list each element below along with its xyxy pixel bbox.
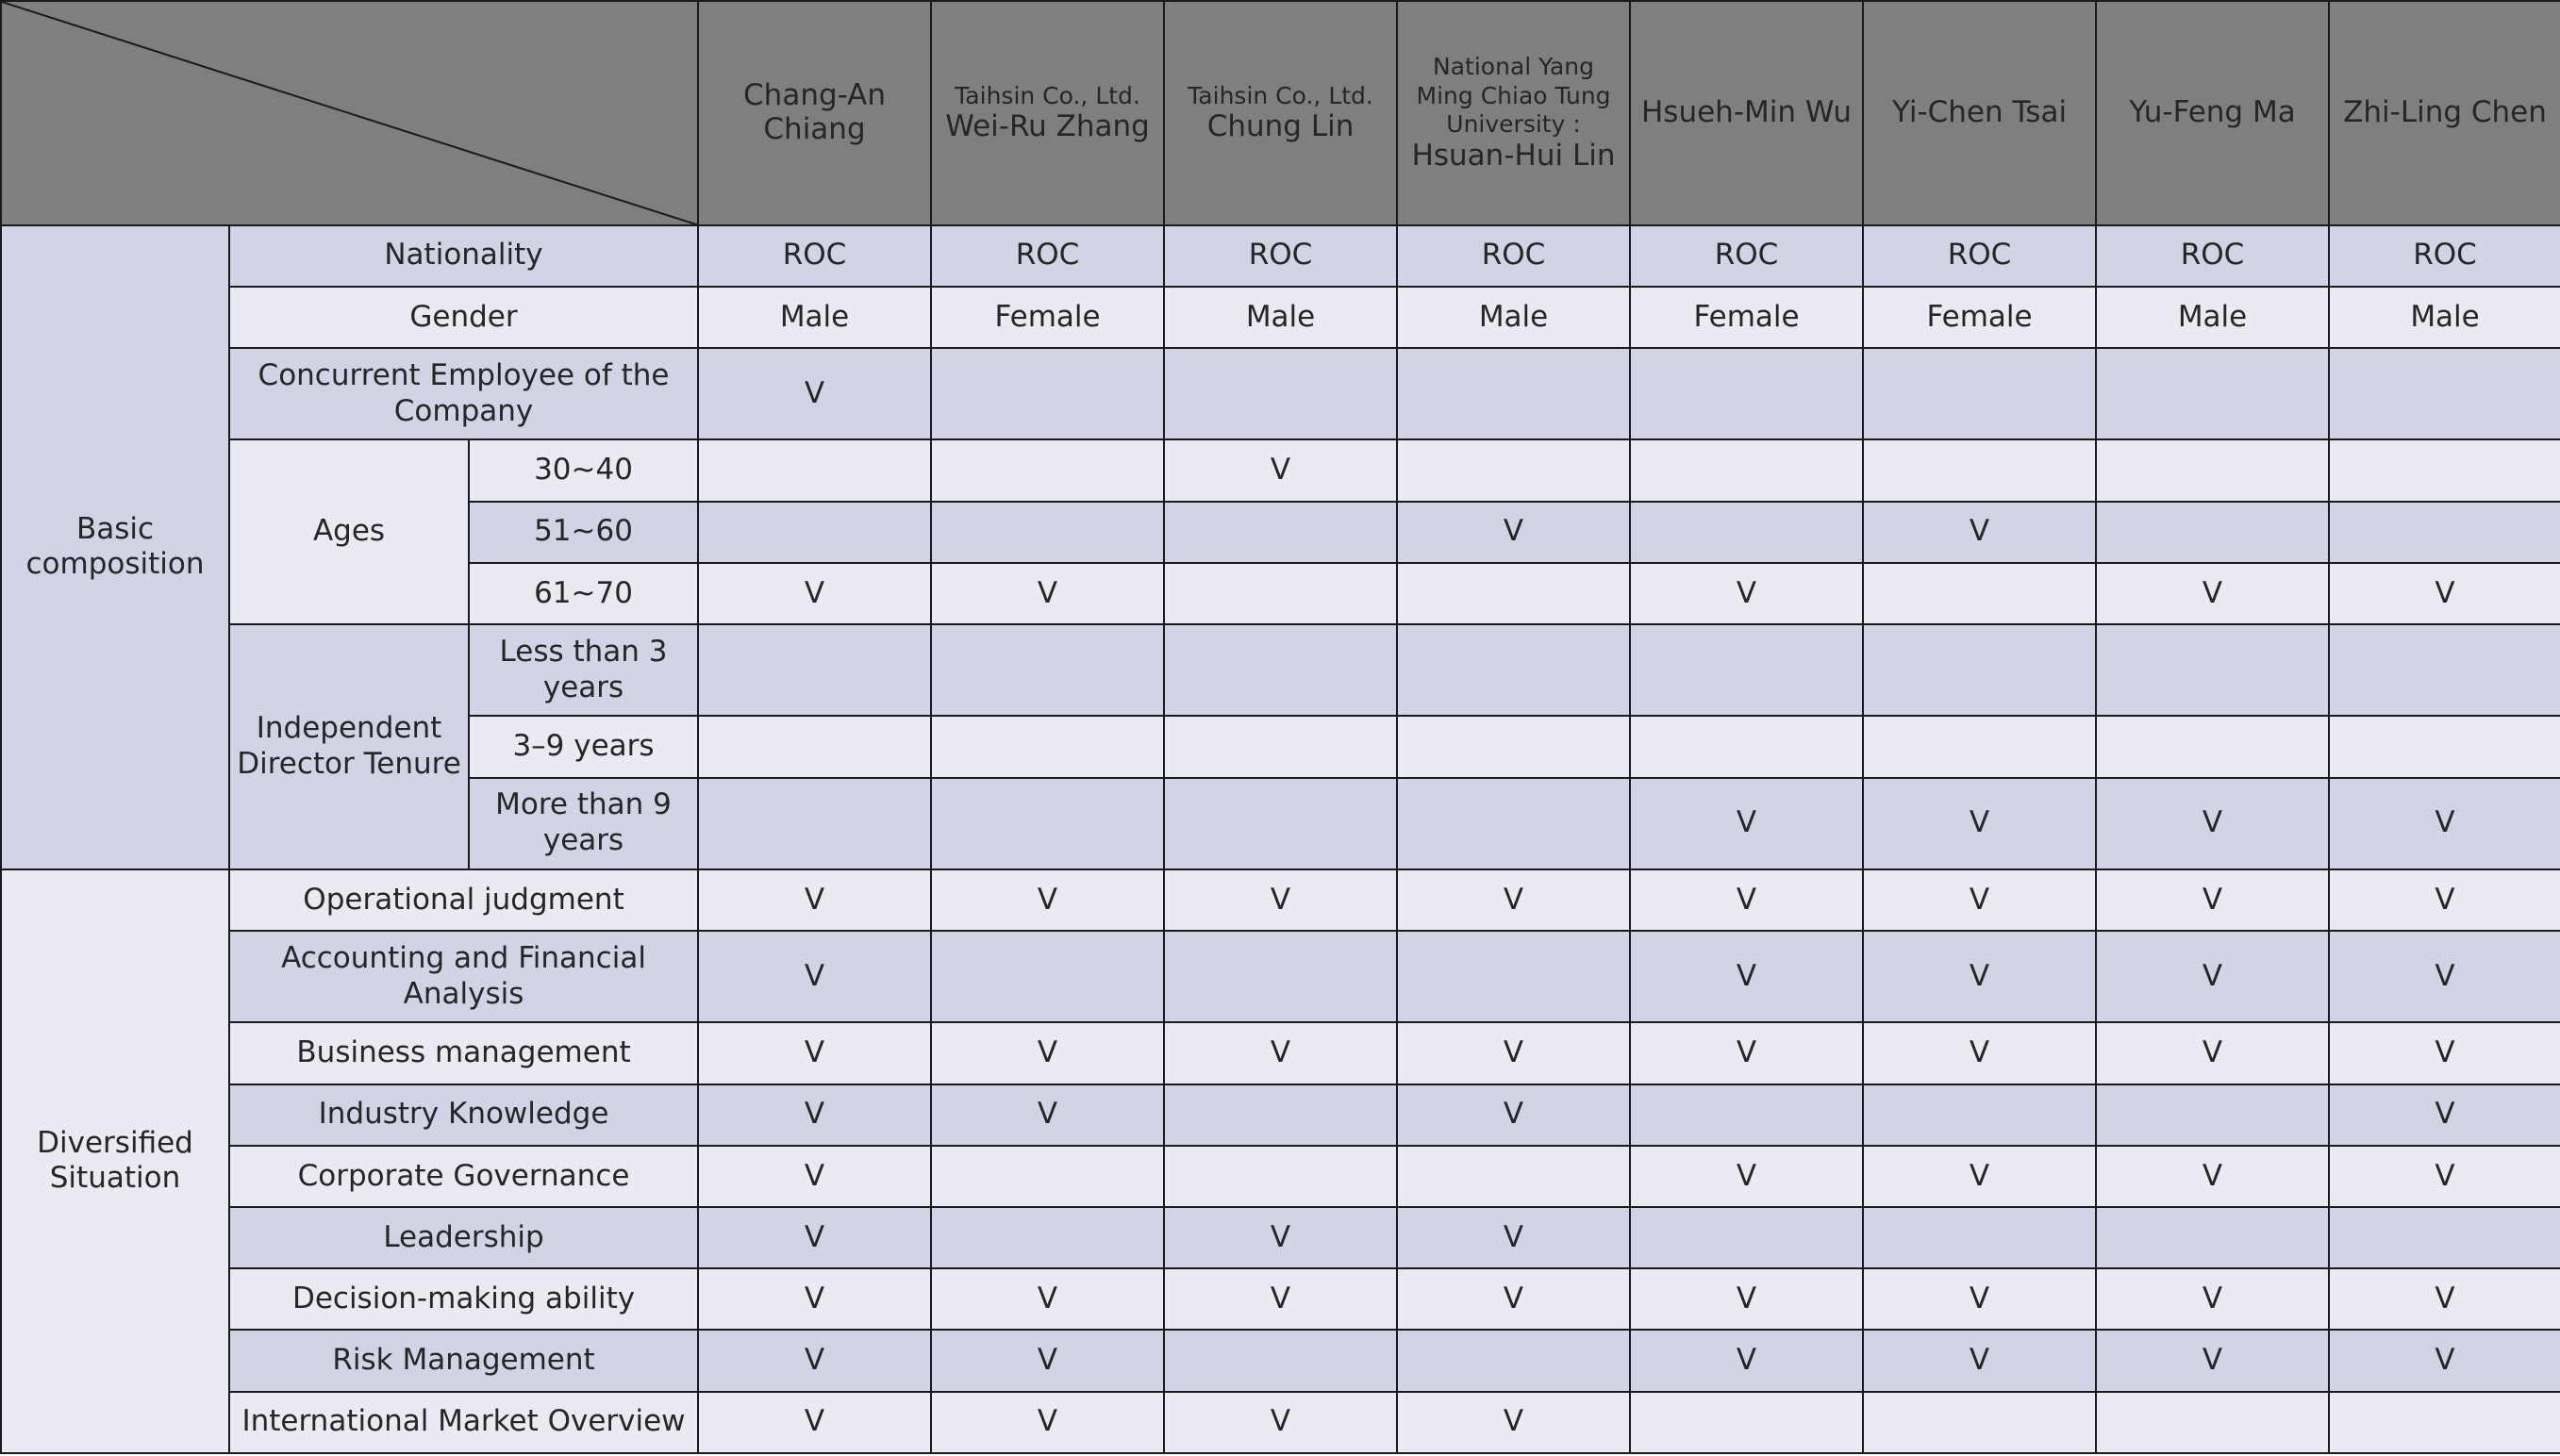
group-basic-composition: Basic composition [1, 225, 229, 869]
row-label: Leadership [229, 1207, 698, 1268]
group-ages: Ages [229, 439, 469, 624]
director-name: Hsuan-Hui Lin [1411, 138, 1616, 173]
value-cell: V [2096, 931, 2329, 1022]
value-cell [1397, 624, 1630, 716]
value-cell: V [698, 1207, 931, 1268]
row-label: Accounting and Financial Analysis [229, 931, 698, 1022]
value-cell: ROC [1863, 225, 2096, 287]
value-cell: V [2096, 1146, 2329, 1207]
value-cell [1863, 1084, 2096, 1146]
value-cell: V [2329, 1330, 2560, 1391]
value-cell [1397, 1146, 1630, 1207]
value-cell [931, 778, 1164, 869]
value-cell: V [2096, 563, 2329, 624]
value-cell [2096, 1084, 2329, 1146]
value-cell: V [2096, 1268, 2329, 1330]
table-row-decision-making [1, 1268, 2560, 1330]
row-label: Business management [229, 1022, 698, 1084]
value-cell: V [1164, 1392, 1397, 1453]
table-row-corporate-governance [1, 1146, 2560, 1207]
value-cell: V [1630, 1330, 1863, 1391]
value-cell: V [1863, 1268, 2096, 1330]
group-independent-director-tenure: Independent Director Tenure [229, 624, 469, 869]
value-cell: V [1397, 502, 1630, 563]
row-label: Decision-making ability [229, 1268, 698, 1330]
value-cell [1630, 439, 1863, 501]
table-row-international-market [1, 1392, 2560, 1453]
value-cell: V [698, 1022, 931, 1084]
value-cell [1164, 1084, 1397, 1146]
value-cell: V [1863, 931, 2096, 1022]
value-cell: V [1397, 1268, 1630, 1330]
director-header-5 [1630, 1, 1863, 225]
row-label: Nationality [229, 225, 698, 287]
value-cell [2096, 439, 2329, 501]
row-label: 3–9 years [469, 716, 698, 777]
value-cell [1397, 439, 1630, 501]
table-row-business-management [1, 1022, 2560, 1084]
table-row-tenure-less-than-3 [1, 624, 2560, 716]
value-cell: ROC [931, 225, 1164, 287]
row-label: Corporate Governance [229, 1146, 698, 1207]
value-cell: ROC [2096, 225, 2329, 287]
director-header-2 [931, 1, 1164, 225]
director-header-7 [2096, 1, 2329, 225]
value-cell [2096, 348, 2329, 439]
value-cell [698, 716, 931, 777]
value-cell [1630, 716, 1863, 777]
row-label: Risk Management [229, 1330, 698, 1391]
value-cell: V [2096, 1022, 2329, 1084]
value-cell [698, 624, 931, 716]
value-cell: V [2329, 1268, 2560, 1330]
value-cell [2329, 439, 2560, 501]
director-org: Taihsin Co., Ltd. [955, 81, 1140, 109]
value-cell [2096, 1207, 2329, 1268]
value-cell: V [698, 1084, 931, 1146]
value-cell: Male [1397, 287, 1630, 348]
value-cell [1863, 624, 2096, 716]
value-cell [1164, 778, 1397, 869]
value-cell: V [2096, 778, 2329, 869]
value-cell [1164, 1146, 1397, 1207]
row-label: Operational judgment [229, 869, 698, 931]
value-cell [1397, 1330, 1630, 1391]
value-cell [1630, 624, 1863, 716]
value-cell: V [1630, 1146, 1863, 1207]
value-cell: V [1164, 439, 1397, 501]
value-cell [1630, 1392, 1863, 1453]
value-cell [2096, 1392, 2329, 1453]
value-cell [698, 778, 931, 869]
director-header-1 [698, 1, 931, 225]
value-cell [1397, 563, 1630, 624]
value-cell: V [1863, 1146, 2096, 1207]
table-row-operational-judgment [1, 869, 2560, 931]
director-name: Wei-Ru Zhang [945, 109, 1150, 144]
value-cell: V [2329, 1146, 2560, 1207]
value-cell: V [1630, 1268, 1863, 1330]
value-cell [1630, 502, 1863, 563]
value-cell [931, 1146, 1164, 1207]
value-cell: V [1397, 1084, 1630, 1146]
value-cell [1397, 348, 1630, 439]
value-cell: V [698, 348, 931, 439]
value-cell: Female [1630, 287, 1863, 348]
row-label: Gender [229, 287, 698, 348]
value-cell: V [2329, 563, 2560, 624]
table-row-concurrent-employee [1, 348, 2560, 439]
value-cell: ROC [2329, 225, 2560, 287]
table-row-age-30-40 [1, 439, 2560, 501]
value-cell [2329, 1392, 2560, 1453]
value-cell [1164, 931, 1397, 1022]
value-cell: ROC [698, 225, 931, 287]
value-cell: V [1630, 1022, 1863, 1084]
value-cell [1863, 439, 2096, 501]
value-cell: V [698, 1146, 931, 1207]
value-cell [1863, 716, 2096, 777]
value-cell: V [1397, 869, 1630, 931]
value-cell: V [1630, 778, 1863, 869]
value-cell: V [1397, 1392, 1630, 1453]
value-cell: V [931, 1330, 1164, 1391]
director-org: National Yang Ming Chiao Tung University : [1416, 53, 1611, 139]
row-label: 30~40 [469, 439, 698, 501]
value-cell: V [2329, 869, 2560, 931]
table-row-gender [1, 287, 2560, 348]
value-cell [931, 716, 1164, 777]
value-cell [1863, 1207, 2096, 1268]
value-cell [1397, 778, 1630, 869]
value-cell: V [1863, 869, 2096, 931]
value-cell [2329, 502, 2560, 563]
value-cell: Male [1164, 287, 1397, 348]
table-row-industry-knowledge [1, 1084, 2560, 1146]
value-cell [1164, 1330, 1397, 1391]
value-cell [2329, 624, 2560, 716]
value-cell: V [698, 931, 931, 1022]
director-org: Taihsin Co., Ltd. [1188, 81, 1373, 109]
row-label: 51~60 [469, 502, 698, 563]
value-cell: Male [698, 287, 931, 348]
value-cell [1630, 348, 1863, 439]
value-cell [1630, 1084, 1863, 1146]
value-cell [931, 502, 1164, 563]
director-header-8 [2329, 1, 2560, 225]
value-cell: ROC [1630, 225, 1863, 287]
table-row-accounting [1, 931, 2560, 1022]
diagonal-line [2, 2, 698, 225]
director-name: Yi-Chen Tsai [1892, 95, 2068, 130]
row-label: Less than 3 years [469, 624, 698, 716]
value-cell: ROC [1164, 225, 1397, 287]
value-cell: V [1164, 1022, 1397, 1084]
value-cell: V [2329, 931, 2560, 1022]
value-cell [931, 931, 1164, 1022]
table-row-risk-management [1, 1330, 2560, 1391]
value-cell [1164, 624, 1397, 716]
value-cell: V [1630, 869, 1863, 931]
value-cell [1397, 931, 1630, 1022]
value-cell [2329, 716, 2560, 777]
value-cell: V [698, 1330, 931, 1391]
table-row-leadership [1, 1207, 2560, 1268]
value-cell [931, 624, 1164, 716]
value-cell: V [1863, 1330, 2096, 1391]
value-cell [2096, 624, 2329, 716]
value-cell [1630, 1207, 1863, 1268]
value-cell: Female [1863, 287, 2096, 348]
value-cell: V [1863, 1022, 2096, 1084]
value-cell: V [2329, 1084, 2560, 1146]
row-label: Industry Knowledge [229, 1084, 698, 1146]
value-cell: Male [2329, 287, 2560, 348]
value-cell: V [1863, 502, 2096, 563]
value-cell: V [1630, 563, 1863, 624]
value-cell: ROC [1397, 225, 1630, 287]
director-name: Chung Lin [1206, 109, 1355, 144]
value-cell: V [698, 563, 931, 624]
row-label: Concurrent Employee of the Company [229, 348, 698, 439]
value-cell: V [2329, 778, 2560, 869]
director-name: Zhi-Ling Chen [2343, 95, 2547, 130]
value-cell [1164, 563, 1397, 624]
value-cell [931, 1207, 1164, 1268]
value-cell [1863, 563, 2096, 624]
value-cell [1863, 1392, 2096, 1453]
value-cell: V [1164, 1268, 1397, 1330]
director-name: Yu-Feng Ma [2129, 95, 2296, 130]
director-header-4 [1397, 1, 1630, 225]
value-cell: Male [2096, 287, 2329, 348]
value-cell: V [931, 1022, 1164, 1084]
value-cell [1164, 348, 1397, 439]
value-cell: V [2096, 1330, 2329, 1391]
value-cell: V [931, 1084, 1164, 1146]
value-cell [1164, 716, 1397, 777]
value-cell [2329, 348, 2560, 439]
value-cell [1397, 716, 1630, 777]
value-cell [2096, 502, 2329, 563]
header-row [1, 1, 2560, 225]
value-cell: V [698, 1268, 931, 1330]
table-row-nationality [1, 225, 2560, 287]
director-header-6 [1863, 1, 2096, 225]
value-cell: Female [931, 287, 1164, 348]
value-cell [2096, 716, 2329, 777]
director-header-3 [1164, 1, 1397, 225]
value-cell: V [2329, 1022, 2560, 1084]
row-label: More than 9 years [469, 778, 698, 869]
value-cell: V [698, 1392, 931, 1453]
group-diversified-situation: Diversified Situation [1, 869, 229, 1453]
value-cell [931, 439, 1164, 501]
row-label: International Market Overview [229, 1392, 698, 1453]
director-name: Chang-An Chiang [743, 78, 887, 146]
value-cell: V [1630, 931, 1863, 1022]
value-cell [1164, 502, 1397, 563]
value-cell [931, 348, 1164, 439]
value-cell: V [931, 563, 1164, 624]
value-cell: V [698, 869, 931, 931]
value-cell: V [931, 869, 1164, 931]
director-name: Hsueh-Min Wu [1640, 95, 1853, 130]
value-cell [698, 502, 931, 563]
row-label: 61~70 [469, 563, 698, 624]
value-cell: V [931, 1392, 1164, 1453]
value-cell [698, 439, 931, 501]
value-cell: V [2096, 869, 2329, 931]
value-cell [2329, 1207, 2560, 1268]
value-cell: V [1164, 869, 1397, 931]
value-cell: V [931, 1268, 1164, 1330]
value-cell: V [1397, 1022, 1630, 1084]
value-cell: V [1397, 1207, 1630, 1268]
corner-diagonal-cell [1, 1, 698, 225]
value-cell [1863, 348, 2096, 439]
value-cell: V [1164, 1207, 1397, 1268]
value-cell: V [1863, 778, 2096, 869]
